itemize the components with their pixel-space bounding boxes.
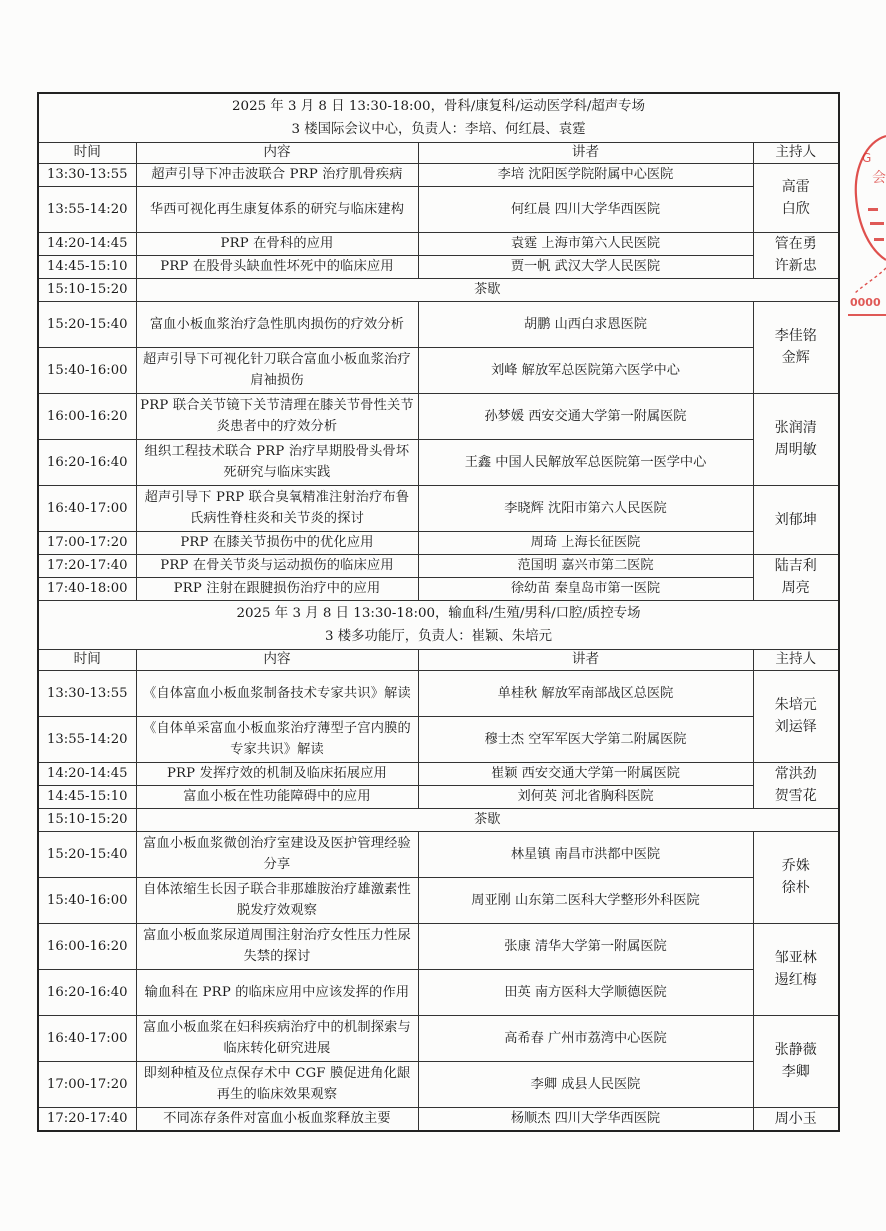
schedule-row <box>38 255 839 278</box>
schedule-row <box>38 485 839 531</box>
row-speaker: 单桂秋 解放军南部战区总医院 <box>418 670 753 716</box>
header-chair: 主持人 <box>753 142 839 163</box>
schedule-row <box>38 232 839 255</box>
row-content: 输血科在 PRP 的临床应用中应该发挥的作用 <box>136 969 418 1015</box>
row-content: 超声引导下 PRP 联合臭氧精准注射治疗布鲁氏病性脊柱炎和关节炎的探讨 <box>136 485 418 531</box>
row-content: 《自体单采富血小板血浆治疗薄型子宫内膜的专家共识》解读 <box>136 716 418 762</box>
schedule-row <box>38 808 839 831</box>
header-content: 内容 <box>136 649 418 670</box>
schedule-row <box>38 1061 839 1107</box>
row-time: 16:00-16:20 <box>38 923 136 969</box>
header-speaker: 讲者 <box>418 142 753 163</box>
schedule-row <box>38 1015 839 1061</box>
schedule-row <box>38 877 839 923</box>
row-speaker: 孙梦媛 西安交通大学第一附属医院 <box>418 393 753 439</box>
row-speaker: 李晓辉 沈阳市第六人民医院 <box>418 485 753 531</box>
row-chairs: 邹亚林 逷红梅 <box>753 923 839 1015</box>
row-chairs: 朱培元 刘运铎 <box>753 670 839 762</box>
schedule-row <box>38 439 839 485</box>
row-time: 13:55-14:20 <box>38 716 136 762</box>
row-content: PRP 联合关节镜下关节清理在膝关节骨性关节炎患者中的疗效分析 <box>136 393 418 439</box>
schedule-row <box>38 762 839 785</box>
row-time: 14:20-14:45 <box>38 232 136 255</box>
row-speaker: 高希春 广州市荔湾中心医院 <box>418 1015 753 1061</box>
row-time: 16:40-17:00 <box>38 1015 136 1061</box>
header-speaker: 讲者 <box>418 649 753 670</box>
row-speaker: 李培 沈阳医学院附属中心医院 <box>418 163 753 186</box>
schedule-row <box>38 554 839 577</box>
schedule-row <box>38 923 839 969</box>
row-time: 15:20-15:40 <box>38 831 136 877</box>
row-time: 14:45-15:10 <box>38 255 136 278</box>
tea-break: 茶歇 <box>136 278 839 301</box>
schedule-table <box>37 92 840 1132</box>
row-content: PRP 在膝关节损伤中的优化应用 <box>136 531 418 554</box>
row-speaker: 李卿 成县人民医院 <box>418 1061 753 1107</box>
row-content: PRP 在骨科的应用 <box>136 232 418 255</box>
row-content: PRP 发挥疗效的机制及临床拓展应用 <box>136 762 418 785</box>
row-content: 组织工程技术联合 PRP 治疗早期股骨头骨坏死研究与临床实践 <box>136 439 418 485</box>
row-speaker: 袁霆 上海市第六人民医院 <box>418 232 753 255</box>
session-location: 3 楼多功能厅，负责人：崔颖、朱培元 <box>38 625 839 649</box>
row-time: 16:20-16:40 <box>38 969 136 1015</box>
row-speaker: 刘何英 河北省胸科医院 <box>418 785 753 808</box>
row-speaker: 周亚刚 山东第二医科大学整形外科医院 <box>418 877 753 923</box>
schedule-row <box>38 301 839 347</box>
header-chair: 主持人 <box>753 649 839 670</box>
row-speaker: 林星镇 南昌市洪都中医院 <box>418 831 753 877</box>
row-speaker: 穆士杰 空军军医大学第二附属医院 <box>418 716 753 762</box>
row-chairs: 高雷 白欣 <box>753 163 839 232</box>
header-content: 内容 <box>136 142 418 163</box>
row-chairs: 陆吉利 周亮 <box>753 554 839 600</box>
session-title: 2025 年 3 月 8 日 13:30-18:00，骨科/康复科/运动医学科/超声专场 <box>38 93 839 118</box>
row-chairs: 李佳铭 金辉 <box>753 301 839 393</box>
row-time: 17:40-18:00 <box>38 577 136 600</box>
row-time: 16:20-16:40 <box>38 439 136 485</box>
row-content: 自体浓缩生长因子联合非那雄胺治疗雄激素性脱发疗效观察 <box>136 877 418 923</box>
row-chairs: 张润清 周明敏 <box>753 393 839 485</box>
row-time: 14:45-15:10 <box>38 785 136 808</box>
row-content: 富血小板血浆尿道周围注射治疗女性压力性尿失禁的探讨 <box>136 923 418 969</box>
tea-break: 茶歇 <box>136 808 839 831</box>
row-time: 13:55-14:20 <box>38 186 136 232</box>
row-time: 16:40-17:00 <box>38 485 136 531</box>
row-speaker: 何红晨 四川大学华西医院 <box>418 186 753 232</box>
stamp-letter: G <box>862 151 872 165</box>
schedule-row <box>38 716 839 762</box>
row-content: 富血小板血浆治疗急性肌肉损伤的疗效分析 <box>136 301 418 347</box>
row-time: 15:40-16:00 <box>38 347 136 393</box>
row-speaker: 徐幼苗 秦皇岛市第一医院 <box>418 577 753 600</box>
row-time: 13:30-13:55 <box>38 163 136 186</box>
schedule-row <box>38 670 839 716</box>
row-time: 15:20-15:40 <box>38 301 136 347</box>
row-content: PRP 在骨关节炎与运动损伤的临床应用 <box>136 554 418 577</box>
row-chairs: 周小玉 <box>753 1107 839 1131</box>
header-time: 时间 <box>38 142 136 163</box>
row-time: 17:00-17:20 <box>38 1061 136 1107</box>
row-chairs: 乔姝 徐朴 <box>753 831 839 923</box>
schedule-row <box>38 278 839 301</box>
row-content: 富血小板血浆微创治疗室建设及医护管理经验分享 <box>136 831 418 877</box>
schedule-page <box>37 92 838 1132</box>
session-title: 2025 年 3 月 8 日 13:30-18:00，输血科/生殖/男科/口腔/质控专场 <box>38 600 839 625</box>
row-content: 华西可视化再生康复体系的研究与临床建构 <box>136 186 418 232</box>
row-content: 超声引导下冲击波联合 PRP 治疗肌骨疾病 <box>136 163 418 186</box>
row-chairs: 张静薇 李卿 <box>753 1015 839 1107</box>
svg-text:会: 会 <box>872 170 886 186</box>
row-time: 15:10-15:20 <box>38 808 136 831</box>
schedule-row <box>38 969 839 1015</box>
row-time: 14:20-14:45 <box>38 762 136 785</box>
row-content: PRP 在股骨头缺血性坏死中的临床应用 <box>136 255 418 278</box>
row-time: 15:40-16:00 <box>38 877 136 923</box>
schedule-row <box>38 831 839 877</box>
row-time: 17:20-17:40 <box>38 554 136 577</box>
schedule-row <box>38 347 839 393</box>
schedule-row <box>38 577 839 600</box>
row-speaker: 张康 清华大学第一附属医院 <box>418 923 753 969</box>
schedule-row <box>38 1107 839 1131</box>
red-seal-stamp <box>848 118 886 328</box>
row-content: 富血小板血浆在妇科疾病治疗中的机制探索与临床转化研究进展 <box>136 1015 418 1061</box>
row-time: 17:20-17:40 <box>38 1107 136 1131</box>
row-speaker: 周琦 上海长征医院 <box>418 531 753 554</box>
schedule-row <box>38 531 839 554</box>
row-chairs: 刘郁坤 <box>753 485 839 554</box>
row-speaker: 王鑫 中国人民解放军总医院第一医学中心 <box>418 439 753 485</box>
session-location: 3 楼国际会议中心，负责人：李培、何红晨、袁霆 <box>38 118 839 142</box>
row-chairs: 管在勇 许新忠 <box>753 232 839 278</box>
row-time: 15:10-15:20 <box>38 278 136 301</box>
row-speaker: 田英 南方医科大学顺德医院 <box>418 969 753 1015</box>
row-time: 17:00-17:20 <box>38 531 136 554</box>
row-speaker: 刘峰 解放军总医院第六医学中心 <box>418 347 753 393</box>
schedule-row <box>38 186 839 232</box>
svg-text:0000: 0000 <box>850 296 881 309</box>
row-time: 13:30-13:55 <box>38 670 136 716</box>
row-speaker: 范国明 嘉兴市第二医院 <box>418 554 753 577</box>
row-speaker: 贾一帆 武汉大学人民医院 <box>418 255 753 278</box>
row-speaker: 胡鹏 山西白求恩医院 <box>418 301 753 347</box>
row-content: 不同冻存条件对富血小板血浆释放主要 <box>136 1107 418 1131</box>
row-content: 超声引导下可视化针刀联合富血小板血浆治疗肩袖损伤 <box>136 347 418 393</box>
row-content: 《自体富血小板血浆制备技术专家共识》解读 <box>136 670 418 716</box>
row-content: 即刻种植及位点保存术中 CGF 膜促进角化龈再生的临床效果观察 <box>136 1061 418 1107</box>
header-time: 时间 <box>38 649 136 670</box>
row-speaker: 崔颖 西安交通大学第一附属医院 <box>418 762 753 785</box>
row-content: PRP 注射在跟腱损伤治疗中的应用 <box>136 577 418 600</box>
row-content: 富血小板在性功能障碍中的应用 <box>136 785 418 808</box>
schedule-row <box>38 785 839 808</box>
row-speaker: 杨顺杰 四川大学华西医院 <box>418 1107 753 1131</box>
row-time: 16:00-16:20 <box>38 393 136 439</box>
schedule-row <box>38 393 839 439</box>
schedule-row <box>38 163 839 186</box>
schedule-body <box>38 93 839 1131</box>
row-chairs: 常洪劲 贺雪花 <box>753 762 839 808</box>
